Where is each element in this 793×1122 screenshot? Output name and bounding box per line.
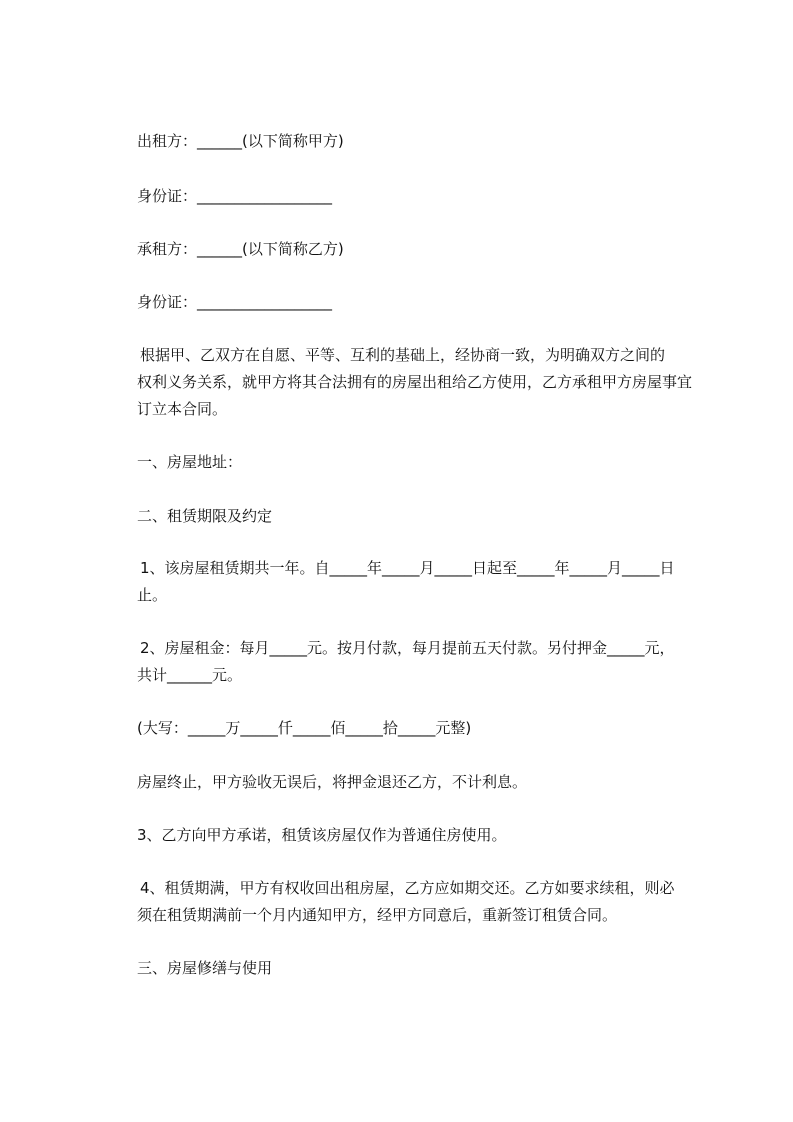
amount-in-words: (大写：_____万_____仟_____佰_____拾_____元整) bbox=[137, 719, 472, 737]
lessor-id-line: 身份证：__________________ bbox=[137, 187, 333, 205]
section-1-heading: 一、房屋地址： bbox=[137, 453, 243, 471]
deposit-return-line: 房屋终止，甲方验收无误后，将押金退还乙方，不计利息。 bbox=[137, 773, 528, 791]
section-2-heading: 二、租赁期限及约定 bbox=[137, 507, 273, 525]
lessee-id-line: 身份证：__________________ bbox=[137, 293, 333, 311]
section-3-heading: 三、房屋修缮与使用 bbox=[137, 959, 273, 977]
preamble-line-3: 订立本合同。 bbox=[137, 400, 228, 418]
preamble-line-1: 根据甲、乙双方在自愿、平等、互利的基础上，经协商一致，为明确双方之间的 bbox=[140, 346, 666, 364]
lessee-line: 承租方：______(以下简称乙方) bbox=[137, 240, 344, 258]
clause-2-line-2: 共计______元。 bbox=[137, 666, 243, 684]
clause-1-line-1: 1、该房屋租赁期共一年。自_____年_____月_____日起至_____年_____月_____日 bbox=[140, 559, 675, 577]
clause-2-line-1: 2、房屋租金：每月_____元。按月付款，每月提前五天付款。另付押金_____元， bbox=[140, 639, 675, 657]
clause-4-line-1: 4、租赁期满，甲方有权收回出租房屋，乙方应如期交还。乙方如要求续租，则必 bbox=[140, 879, 675, 897]
clause-1-line-2: 止。 bbox=[137, 586, 168, 604]
preamble-line-2: 权利义务关系，就甲方将其合法拥有的房屋出租给乙方使用，乙方承租甲方房屋事宜 bbox=[137, 373, 693, 391]
clause-4-line-2: 须在租赁期满前一个月内通知甲方，经甲方同意后，重新签订租赁合同。 bbox=[137, 906, 618, 924]
lessor-line: 出租方：______(以下简称甲方) bbox=[137, 132, 344, 150]
clause-3-line: 3、乙方向甲方承诺，租赁该房屋仅作为普通住房使用。 bbox=[137, 826, 507, 844]
